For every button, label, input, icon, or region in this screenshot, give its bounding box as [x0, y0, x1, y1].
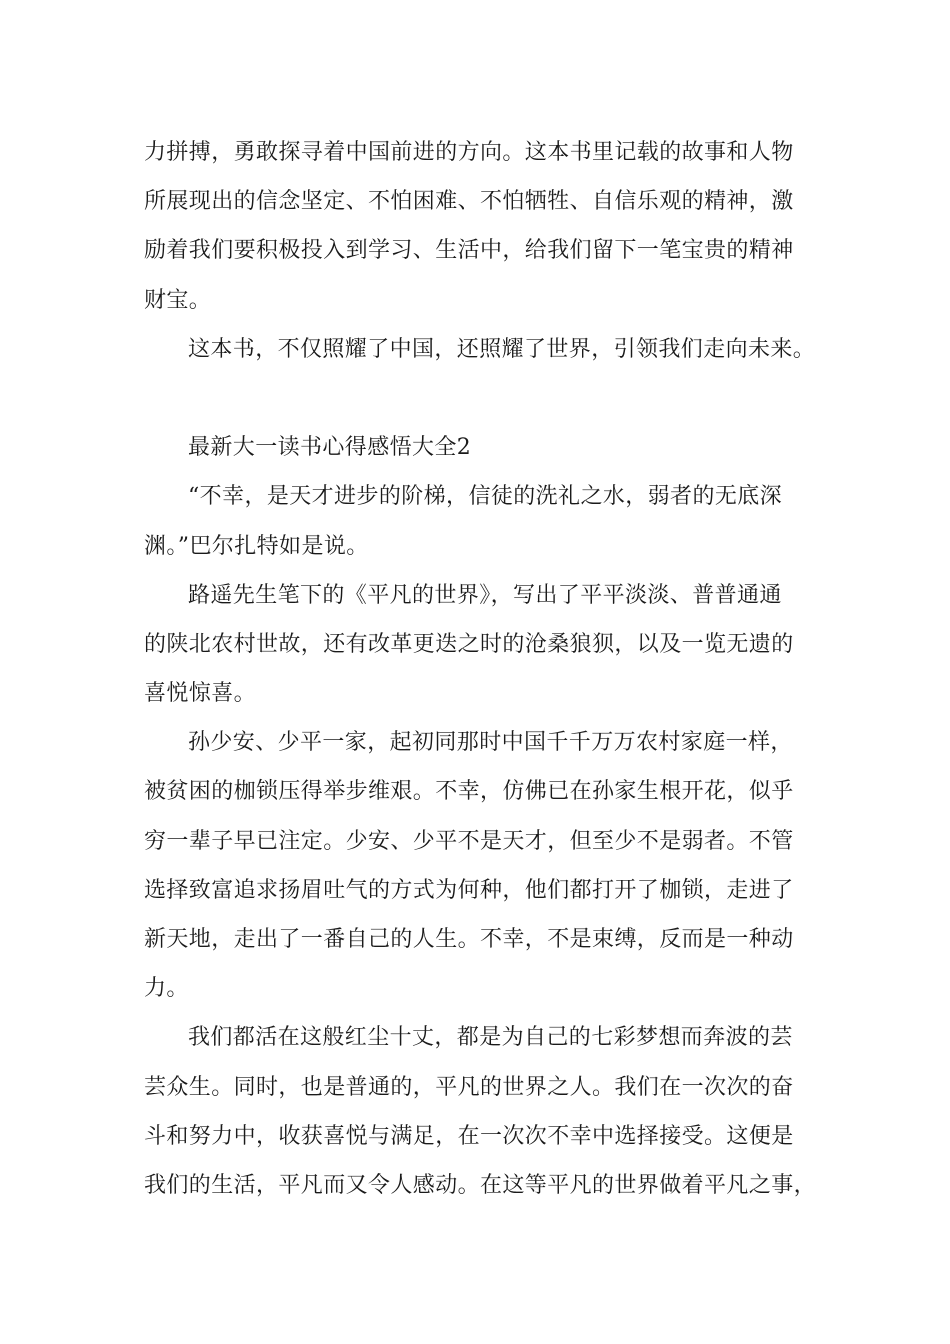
text-line: 励着我们要积极投入到学习、生活中，给我们留下一笔宝贵的精神	[144, 238, 794, 264]
paragraph-4	[144, 571, 824, 719]
paragraph-2	[144, 325, 824, 374]
paragraph-6	[144, 1013, 824, 1210]
text-line: 孙少安、少平一家，起初同那时中国千千万万农村家庭一样，	[188, 730, 793, 756]
text-line: 选择致富追求扬眉吐气的方式为何种，他们都打开了枷锁，走进了	[144, 877, 794, 903]
paragraph-3	[144, 472, 824, 570]
text-line: 渊。”巴尔扎特如是说。	[144, 533, 369, 559]
text-line: 的陕北农村世故，还有改革更迭之时的沧桑狼狈，以及一览无遗的	[144, 631, 794, 657]
text-line: 斗和努力中，收获喜悦与满足，在一次次不幸中选择接受。这便是	[144, 1123, 794, 1149]
text-line: “不幸，是天才进步的阶梯，信徒的洗礼之水，弱者的无底深	[188, 484, 783, 510]
text-line: 路遥先生笔下的《平凡的世界》，写出了平平淡淡、普普通通	[188, 582, 782, 608]
text-line: 这本书，不仅照耀了中国，还照耀了世界，引领我们走向未来。	[188, 336, 816, 362]
text-line: 我们都活在这般红尘十丈，都是为自己的七彩梦想而奔波的芸	[188, 1025, 793, 1051]
text-line: 力拼搏，勇敢探寻着中国前进的方向。这本书里记载的故事和人物	[144, 140, 794, 165]
text-line: 所展现出的信念坚定、不怕困难、不怕牺牲、自信乐观的精神，激	[144, 189, 794, 215]
section-title: 最新大一读书心得感悟大全2	[188, 435, 472, 461]
text-line: 财宝。	[144, 287, 212, 313]
document-page	[144, 128, 824, 1210]
text-line: 喜悦惊喜。	[144, 681, 257, 707]
text-line: 芸众生。同时，也是普通的，平凡的世界之人。我们在一次次的奋	[144, 1074, 794, 1100]
paragraph-5	[144, 718, 824, 1013]
text-line: 被贫困的枷锁压得举步维艰。不幸，仿佛已在孙家生根开花，似乎	[144, 779, 794, 805]
text-line: 力。	[144, 976, 189, 1002]
text-line: 穷一辈子早已注定。少安、少平不是天才，但至少不是弱者。不管	[144, 828, 794, 854]
text-line: 我们的生活，平凡而又令人感动。在这等平凡的世界做着平凡之事，	[144, 1172, 817, 1198]
blank-line	[144, 374, 824, 423]
text-line: 新天地，走出了一番自己的人生。不幸，不是束缚，反而是一种动	[144, 927, 794, 952]
paragraph-1	[144, 128, 824, 325]
